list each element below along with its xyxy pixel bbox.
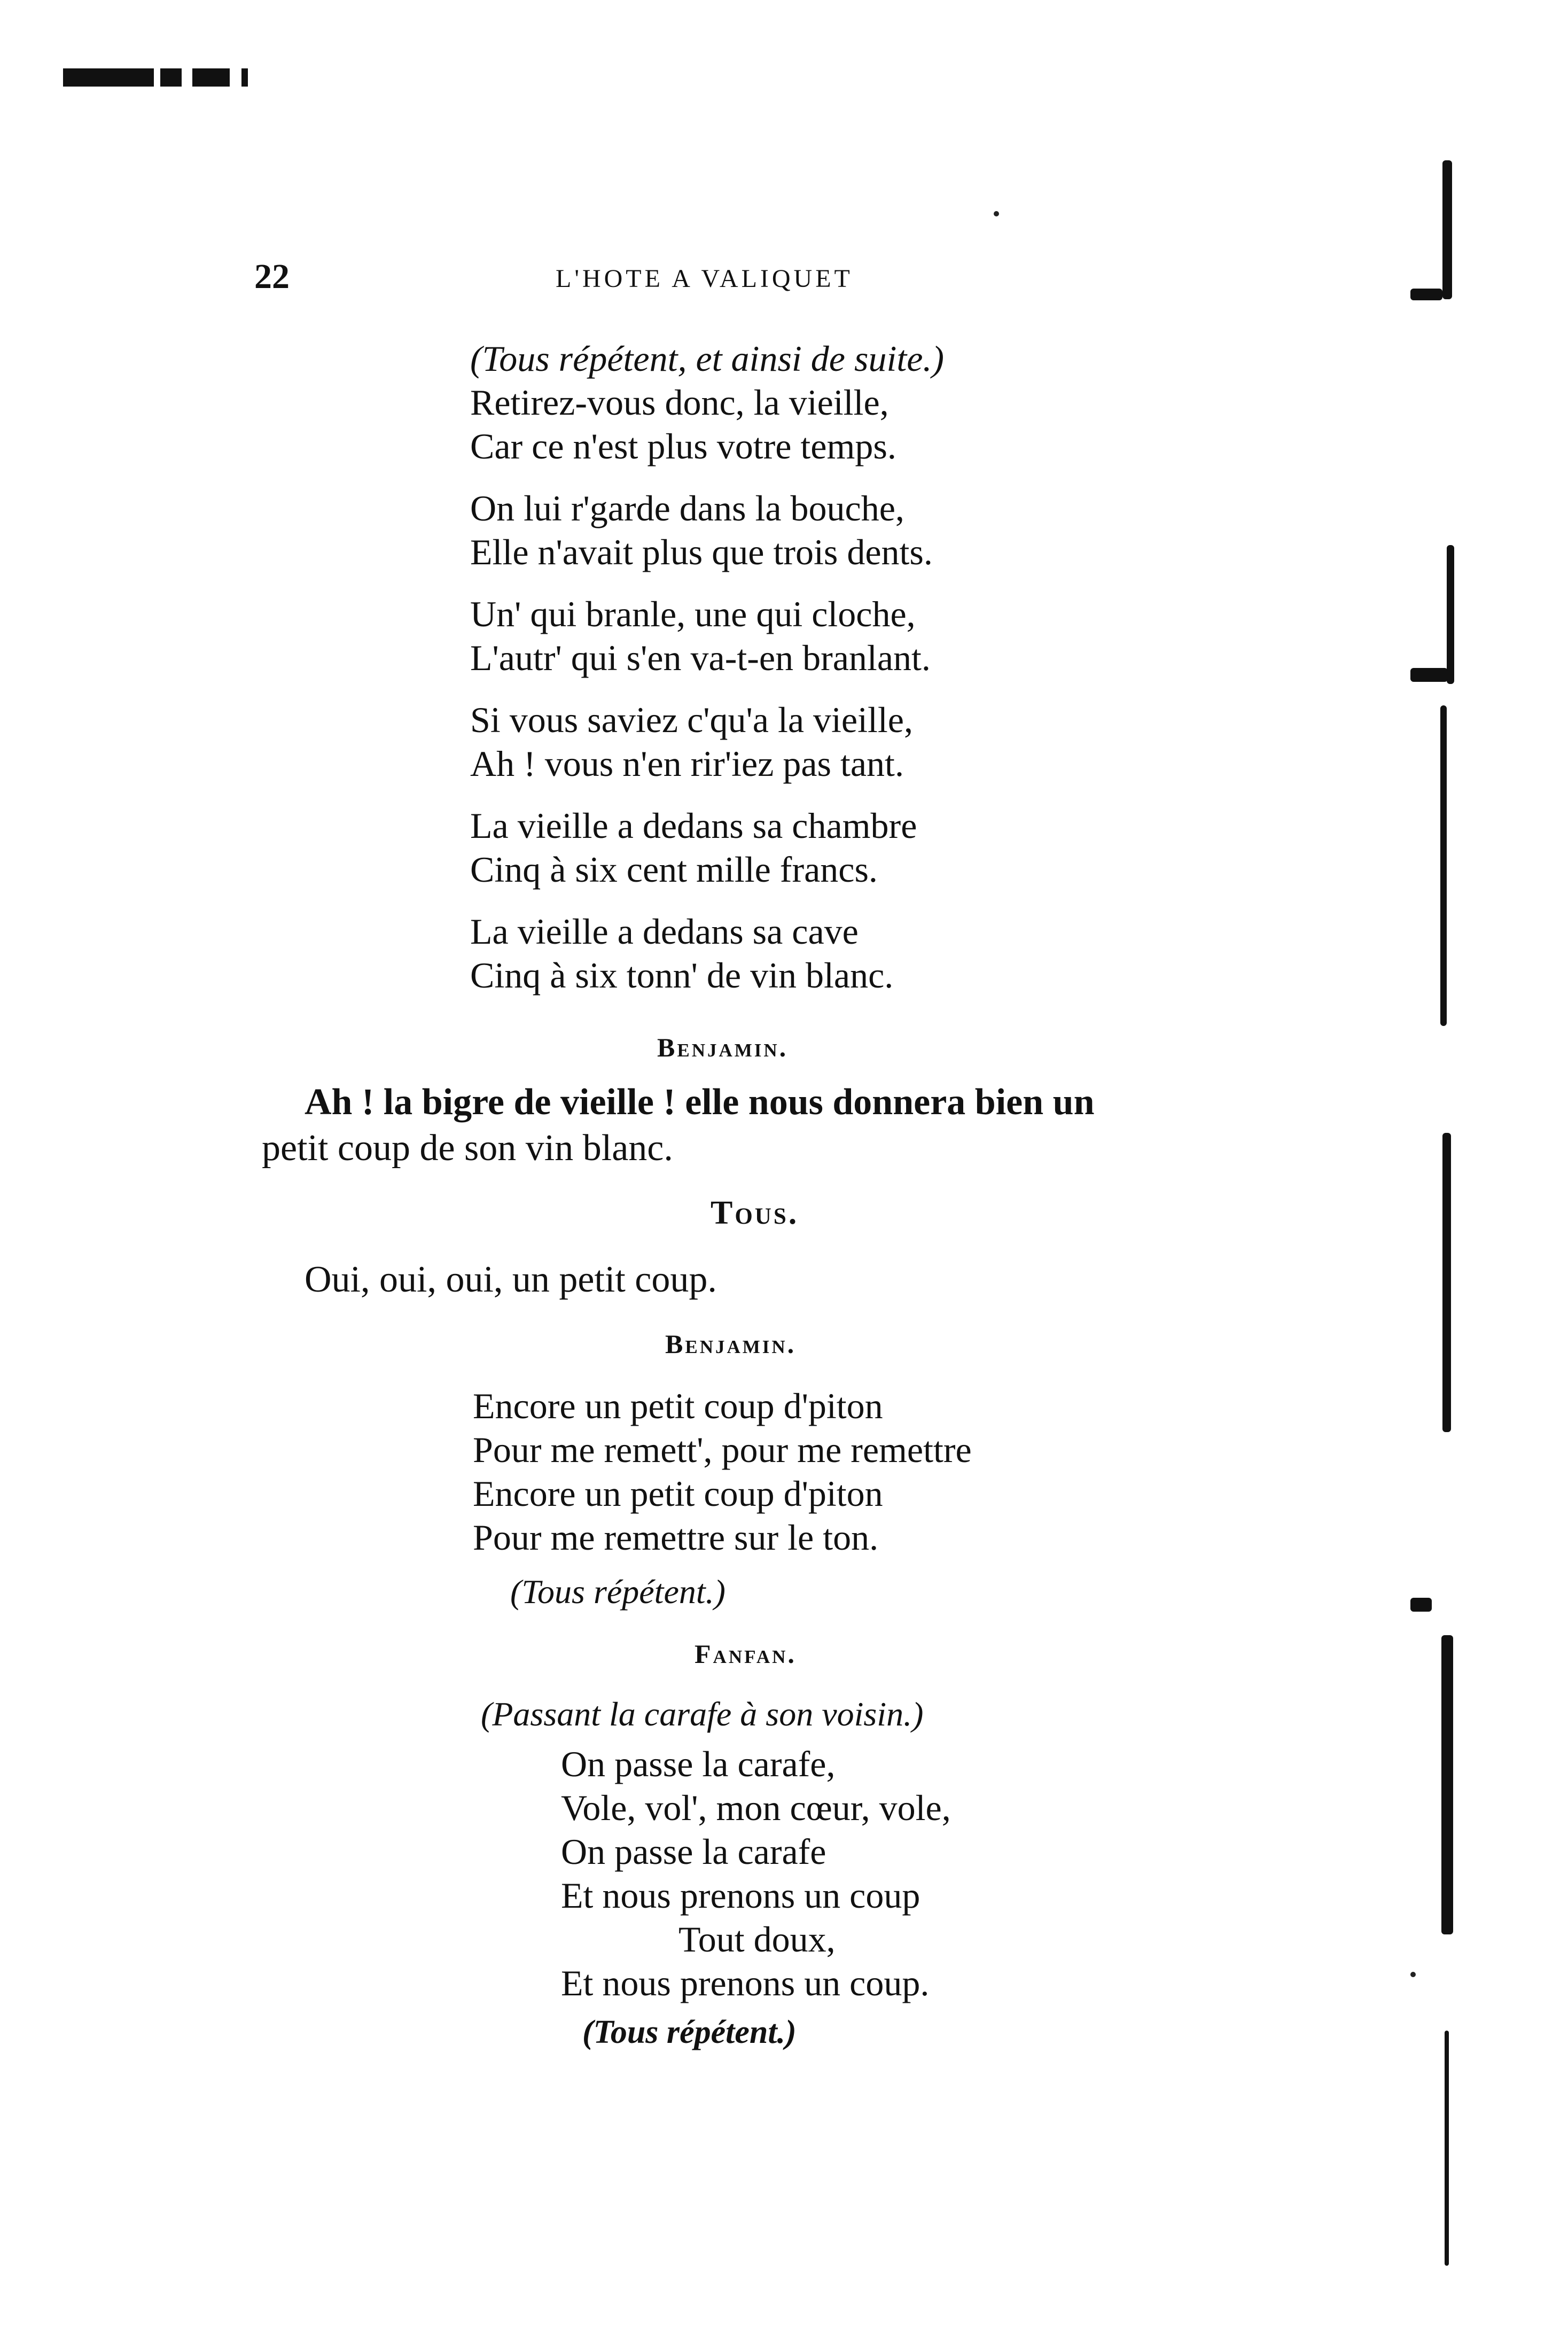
verse-line: Pour me remettre sur le ton. <box>473 1517 879 1558</box>
ink-speck <box>1410 1972 1416 1977</box>
verse-line: Elle n'avait plus que trois dents. <box>470 532 933 572</box>
verse-line: La vieille a dedans sa chambre <box>470 805 917 846</box>
verse-line: Encore un petit coup d'piton <box>473 1473 883 1514</box>
page-edge-shadow <box>1410 1598 1432 1612</box>
verse-line: Si vous saviez c'qu'a la vieille, <box>470 699 913 740</box>
page-edge-shadow <box>1440 705 1447 1026</box>
speaker-name: Benjamin. <box>657 1032 789 1062</box>
dialogue-line: petit coup de son vin blanc. <box>262 1128 673 1169</box>
scan-mark <box>192 68 230 87</box>
verse-line: Et nous prenons un coup <box>561 1875 920 1916</box>
verse-line: Un' qui branle, une qui cloche, <box>470 594 916 634</box>
verse-line: La vieille a dedans sa cave <box>470 911 859 952</box>
verse-line: Vole, vol', mon cœur, vole, <box>561 1787 951 1828</box>
verse-line: Pour me remett', pour me remettre <box>473 1429 972 1470</box>
verse-line: Ah ! vous n'en rir'iez pas tant. <box>470 743 904 784</box>
running-header <box>0 255 1568 298</box>
song-verse-2 <box>473 1384 972 1559</box>
ink-speck <box>994 211 999 216</box>
dialogue-line: Oui, oui, oui, un petit coup. <box>305 1259 717 1300</box>
song-verse-3 <box>561 1742 951 2005</box>
verse-line: On passe la carafe <box>561 1831 826 1872</box>
song-verse-1 <box>470 337 944 997</box>
scan-mark <box>160 68 182 87</box>
page-number: 22 <box>254 257 290 296</box>
verse-line: On lui r'garde dans la bouche, <box>470 488 904 528</box>
dialogue-line: Ah ! la bigre de vieille ! elle nous donnera bien un <box>305 1082 1095 1123</box>
page-edge-shadow <box>1442 1133 1451 1432</box>
running-title: L'HOTE A VALIQUET <box>556 265 853 293</box>
verse-line: Cinq à six cent mille francs. <box>470 849 878 890</box>
speaker-name: Benjamin. <box>665 1329 797 1359</box>
stage-direction: (Tous répétent, et ainsi de suite.) <box>470 338 945 379</box>
verse-line: Et nous prenons un coup. <box>561 1963 930 2003</box>
verse-line: Car ce n'est plus votre temps. <box>470 426 896 467</box>
scan-mark <box>63 68 154 87</box>
page-edge-shadow <box>1441 1635 1453 1934</box>
verse-line: Retirez-vous donc, la vieille, <box>470 382 889 423</box>
stage-direction: (Tous répétent.) <box>582 2014 797 2050</box>
stage-direction: (Tous répétent.) <box>510 1573 726 1611</box>
verse-line-indented: Tout doux, <box>678 1919 836 1960</box>
verse-line: Encore un petit coup d'piton <box>473 1386 883 1426</box>
page-edge-shadow <box>1447 545 1454 684</box>
speaker-name: Tous. <box>711 1195 799 1231</box>
verse-line: Cinq à six tonn' de vin blanc. <box>470 955 894 996</box>
speaker-name: Fanfan. <box>695 1639 797 1669</box>
page-edge-shadow <box>1410 668 1448 682</box>
page-edge-shadow <box>1445 2031 1449 2266</box>
verse-line: L'autr' qui s'en va-t-en branlant. <box>470 638 931 678</box>
scan-mark <box>241 68 248 87</box>
verse-line: On passe la carafe, <box>561 1744 836 1784</box>
stage-direction: (Passant la carafe à son voisin.) <box>481 1695 924 1733</box>
